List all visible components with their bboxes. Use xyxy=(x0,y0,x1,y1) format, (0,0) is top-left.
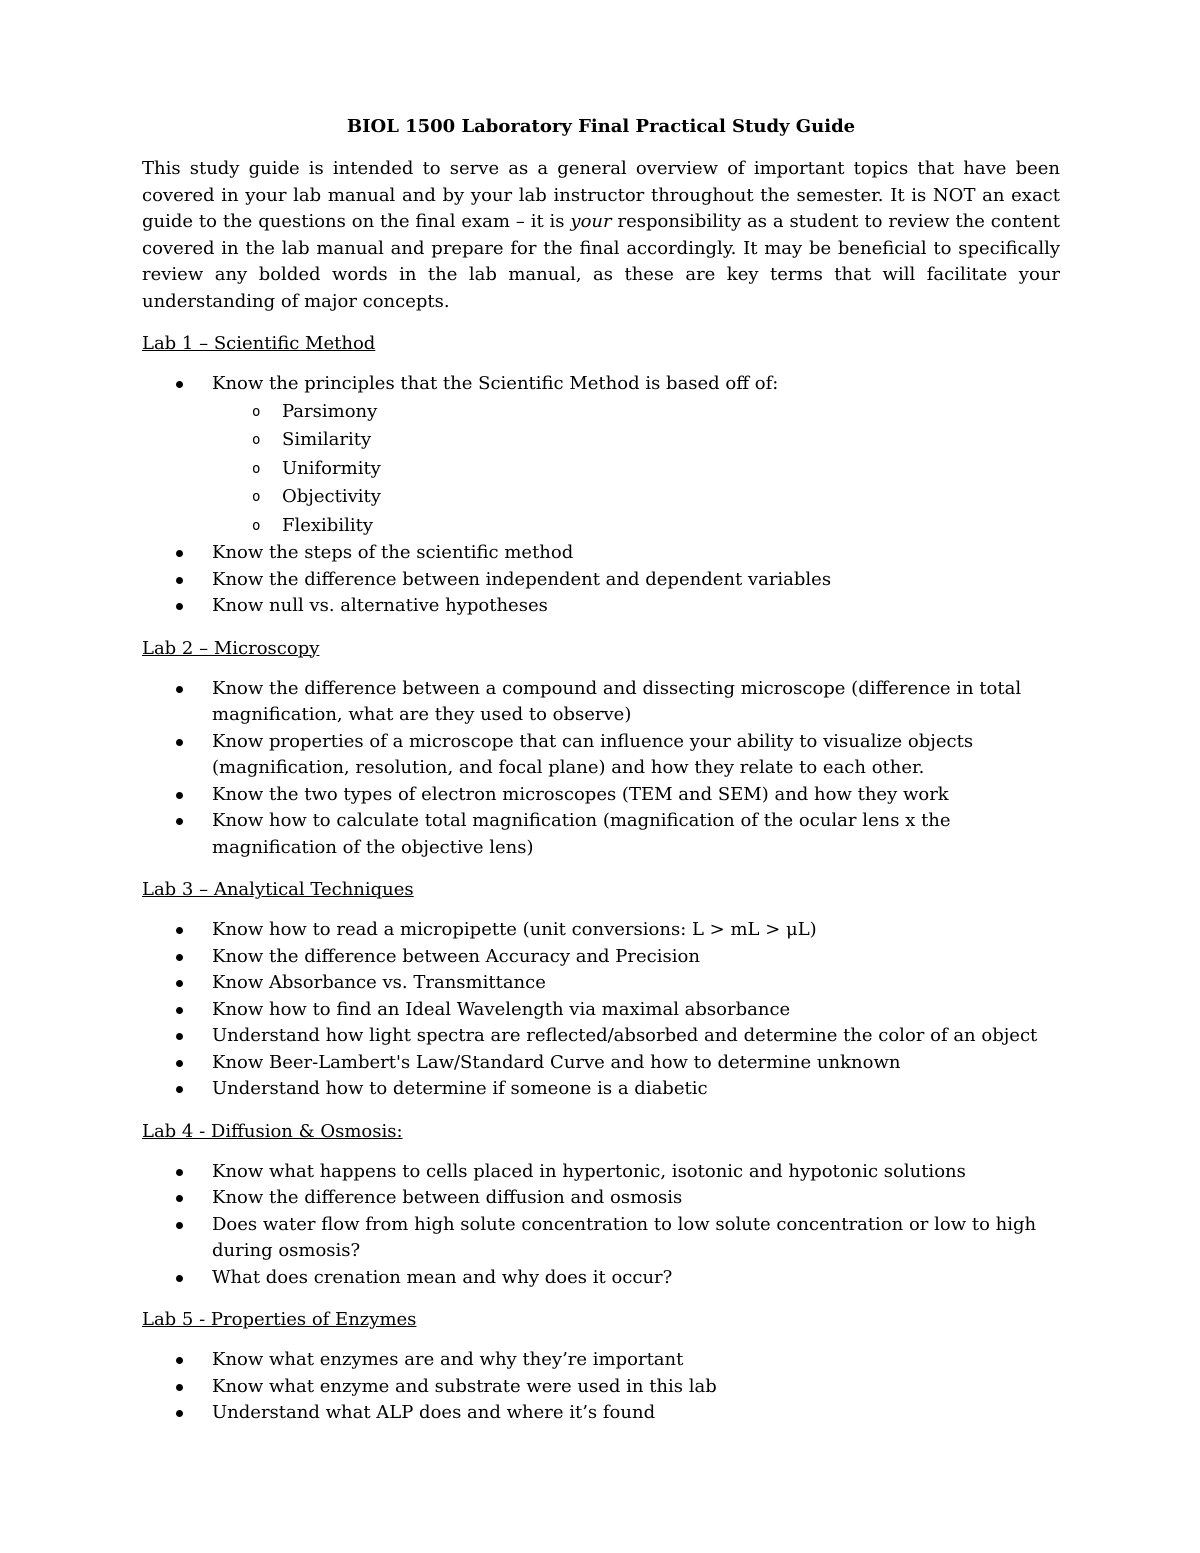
intro-paragraph xyxy=(142,156,1060,315)
list-item: Know the two types of electron microscopes (TEM and SEM) and how they work xyxy=(142,782,1060,809)
bullet-list-lab-4 xyxy=(142,1159,1060,1292)
document-title: BIOL 1500 Laboratory Final Practical Study Guide xyxy=(346,116,856,137)
section-lab-4 xyxy=(142,1119,1060,1292)
list-item: Understand how light spectra are reflected/absorbed and determine the color of an object xyxy=(142,1023,1060,1050)
list-item: Know how to read a micropipette (unit conversions: L > mL > μL) xyxy=(142,917,1060,944)
list-item: Know the steps of the scientific method xyxy=(142,540,1060,567)
sub-list-item: o Parsimony xyxy=(212,398,1060,427)
section-heading-lab-3: Lab 3 – Analytical Techniques xyxy=(142,879,414,900)
bullet-list-lab-3 xyxy=(142,917,1060,1103)
list-item: Know the difference between diffusion and osmosis xyxy=(142,1185,1060,1212)
list-item: What does crenation mean and why does it occur? xyxy=(142,1265,1060,1292)
section-heading-lab-5: Lab 5 - Properties of Enzymes xyxy=(142,1309,417,1330)
section-heading-lab-2: Lab 2 – Microscopy xyxy=(142,637,320,659)
list-item: Know what enzyme and substrate were used in this lab xyxy=(142,1374,1060,1401)
list-item: Know properties of a microscope that can influence your ability to visualize objects (magnification, resolution, and focal plane) and how they relate to each other. xyxy=(142,729,1060,782)
list-item: Understand how to determine if someone is a diabetic xyxy=(142,1076,1060,1103)
intro-text-part2: responsibility as a student to review the content covered in the lab manual and prepare for the final accordingly. It may be beneficial to specifically review any bolded words in the lab manual, as these are key terms that will facilitate your understanding of major concepts. xyxy=(142,211,1061,312)
list-item: Know how to calculate total magnification (magnification of the ocular lens x the magnification of the objective lens) xyxy=(142,808,1060,861)
section-heading-lab-4: Lab 4 - Diffusion & Osmosis: xyxy=(142,1120,403,1142)
list-item: Know null vs. alternative hypotheses xyxy=(142,593,1060,620)
sub-list-principles xyxy=(212,398,1060,541)
list-item: Know the difference between Accuracy and Precision xyxy=(142,944,1060,971)
sub-list-item: o Flexibility xyxy=(212,512,1060,541)
list-item: Know what happens to cells placed in hypertonic, isotonic and hypotonic solutions xyxy=(142,1159,1060,1186)
section-heading-lab-1: Lab 1 – Scientific Method xyxy=(142,333,376,354)
bullet-list-lab-2 xyxy=(142,676,1060,862)
section-lab-5 xyxy=(142,1307,1060,1427)
list-item: Understand what ALP does and where it’s found xyxy=(142,1400,1060,1427)
list-item-text: Know the principles that the Scientific Method is based off of: xyxy=(212,373,779,394)
list-item: Know what enzymes are and why they’re important xyxy=(142,1347,1060,1374)
section-lab-2 xyxy=(142,636,1060,862)
bullet-list-lab-5 xyxy=(142,1347,1060,1427)
sub-list-item: o Similarity xyxy=(212,426,1060,455)
intro-emphasis: your xyxy=(570,211,612,232)
list-item: Know the difference between independent and dependent variables xyxy=(142,567,1060,594)
document-page xyxy=(142,114,1060,1443)
list-item: Know how to find an Ideal Wavelength via maximal absorbance xyxy=(142,997,1060,1024)
list-item xyxy=(142,371,1060,540)
list-item: Know the difference between a compound and dissecting microscope (difference in total magnification, what are they used to observe) xyxy=(142,676,1060,729)
section-lab-1 xyxy=(142,331,1060,620)
list-item: Does water flow from high solute concentration to low solute concentration or low to high during osmosis? xyxy=(142,1212,1060,1265)
bullet-list-lab-1 xyxy=(142,371,1060,620)
list-item: Know Beer-Lambert's Law/Standard Curve and how to determine unknown xyxy=(142,1050,1060,1077)
sub-list-item: o Objectivity xyxy=(212,483,1060,512)
section-lab-3 xyxy=(142,877,1060,1103)
sub-list-item: o Uniformity xyxy=(212,455,1060,484)
intro-text-part1: This study guide is intended to serve as a general overview of important topics that have been covered in your lab manual and by your lab instructor throughout the semester. It is NOT an exact guide to the questions on the final exam – it is xyxy=(142,158,1060,232)
list-item: Know Absorbance vs. Transmittance xyxy=(142,970,1060,997)
